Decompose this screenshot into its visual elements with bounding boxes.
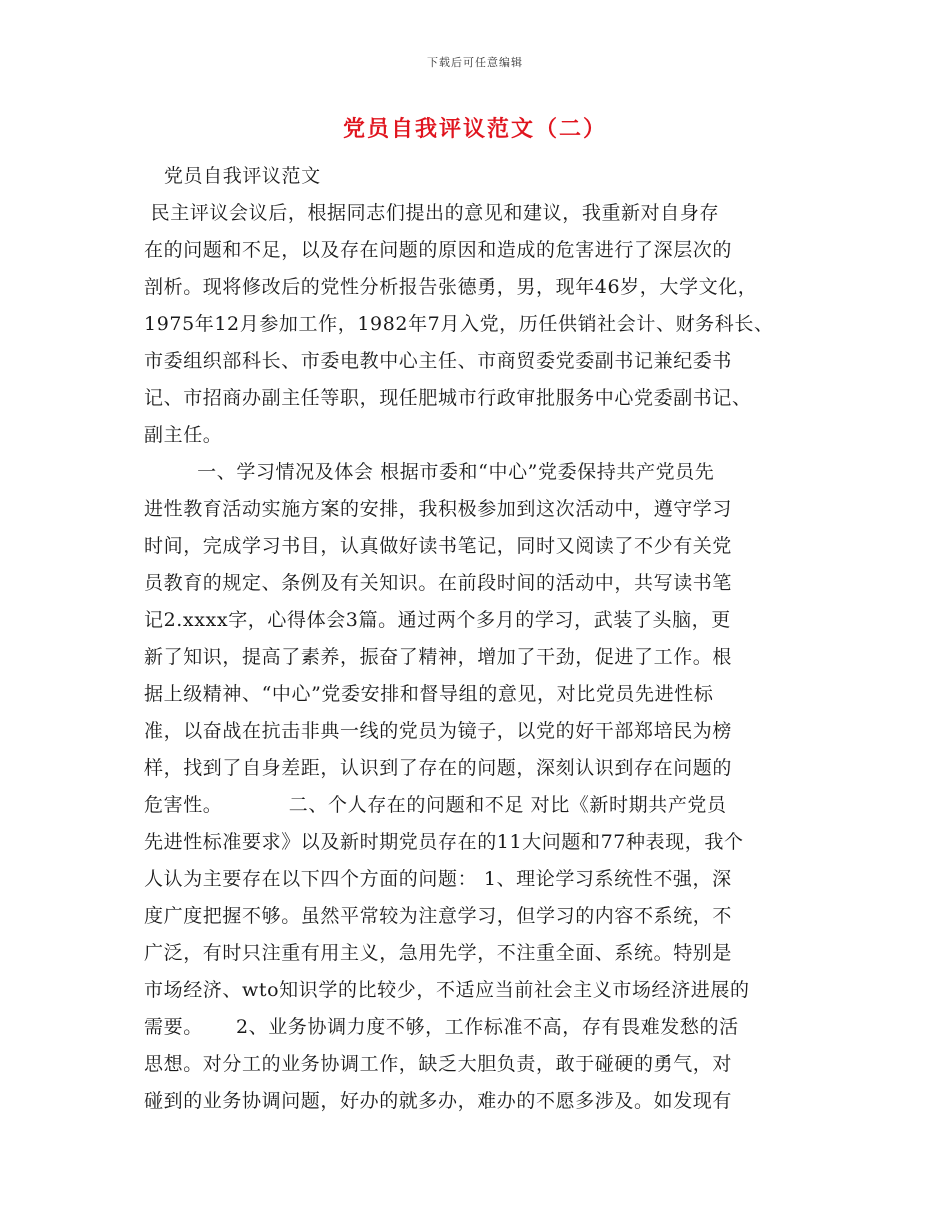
body-line: 碰到的业务协调问题，好办的就多办，难办的不愿多涉及。如发现有: [144, 1090, 733, 1112]
body-line: 记2.xxxx字，心得体会3篇。通过两个多月的学习，武装了头脑，更: [144, 609, 731, 631]
body-line: 据上级精神、“中心”党委安排和督导组的意见，对比党员先进性标: [144, 683, 714, 705]
document-body: [144, 158, 816, 1120]
body-line: 先进性标准要求》以及新时期党员存在的11大问题和77种表现，我个: [144, 831, 744, 853]
body-line: 民主评议会议后，根据同志们提出的意见和建议，我重新对自身存: [144, 202, 720, 224]
body-line: 1975年12月参加工作，1982年7月入党，历任供销社会计、财务科长、: [144, 313, 774, 335]
body-line: 新了知识，提高了素养，振奋了精神，增加了干劲，促进了工作。根: [144, 646, 733, 668]
body-line: 副主任。: [144, 424, 223, 446]
body-line: 市场经济、wto知识学的比较少，不适应当前社会主义市场经济进展的: [144, 979, 750, 1001]
body-line: 危害性。 二、个人存在的问题和不足 对比《新时期共产党员: [144, 794, 727, 816]
document-title: 党员自我评议范文（二）: [342, 116, 607, 142]
body-line: 样，找到了自身差距，认识到了存在的问题，深刻认识到存在问题的: [144, 757, 733, 779]
body-line: 进性教育活动实施方案的安排，我积极参加到这次活动中，遵守学习: [144, 498, 733, 520]
body-line: 员教育的规定、条例及有关知识。在前段时间的活动中，共写读书笔: [144, 572, 733, 594]
body-line: 记、市招商办副主任等职，现任肥城市行政审批服务中心党委副书记、: [144, 387, 752, 409]
body-line: 剖析。现将修改后的党性分析报告张德勇，男，现年46岁，大学文化，: [144, 276, 758, 298]
body-line: 需要。 2、业务协调力度不够，工作标准不高，存有畏难发愁的活: [144, 1016, 739, 1038]
body-line: 党员自我评议范文: [144, 165, 321, 187]
body-line: 一、学习情况及体会 根据市委和“中心”党委保持共产党员先: [144, 461, 715, 483]
body-line: 人认为主要存在以下四个方面的问题： 1、理论学习系统性不强，深: [144, 868, 732, 890]
body-line: 市委组织部科长、市委电教中心主任、市商贸委党委副书记兼纪委书: [144, 350, 733, 372]
body-line: 思想。对分工的业务协调工作，缺乏大胆负责，敢于碰硬的勇气，对: [144, 1053, 733, 1075]
body-line: 广泛，有时只注重有用主义，急用先学，不注重全面、系统。特别是: [144, 942, 733, 964]
body-line: 度广度把握不够。虽然平常较为注意学习，但学习的内容不系统，不: [144, 905, 733, 927]
body-line: 在的问题和不足，以及存在问题的原因和造成的危害进行了深层次的: [144, 239, 733, 261]
header-note: 下载后可任意编辑: [427, 56, 523, 69]
body-line: 时间，完成学习书目，认真做好读书笔记，同时又阅读了不少有关党: [144, 535, 733, 557]
body-line: 准，以奋战在抗击非典一线的党员为镜子，以党的好干部郑培民为榜: [144, 720, 733, 742]
